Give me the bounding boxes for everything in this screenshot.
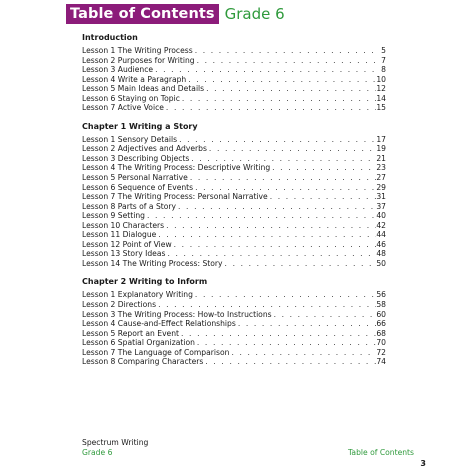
entry-page-number: 23 bbox=[376, 163, 386, 173]
toc-entry bbox=[82, 319, 386, 329]
entry-page-number: 14 bbox=[376, 93, 386, 103]
dot-leader bbox=[180, 94, 376, 104]
dot-leader bbox=[164, 103, 376, 113]
toc-entry bbox=[82, 183, 386, 193]
entry-page-number: 66 bbox=[376, 319, 386, 329]
entry-title: Lesson 4 The Writing Process: Descriptive Writing bbox=[82, 163, 271, 173]
entry-page-number: 74 bbox=[376, 357, 386, 367]
header-grade: Grade 6 bbox=[224, 5, 285, 23]
dot-leader bbox=[193, 46, 378, 56]
toc-entry bbox=[82, 103, 386, 113]
entry-title: Lesson 4 Cause-and-Effect Relationships bbox=[82, 319, 236, 329]
dot-leader bbox=[203, 357, 376, 367]
entry-title: Lesson 9 Setting bbox=[82, 211, 145, 221]
dot-leader bbox=[204, 84, 376, 94]
toc-entry bbox=[82, 310, 386, 320]
entry-title: Lesson 5 Report an Event bbox=[82, 328, 180, 338]
toc-entry bbox=[82, 135, 386, 145]
entry-page-number: 29 bbox=[376, 182, 386, 192]
entry-title: Lesson 6 Spatial Organization bbox=[82, 338, 195, 348]
toc-entry bbox=[82, 338, 386, 348]
dot-leader bbox=[156, 230, 376, 240]
dot-leader bbox=[165, 249, 376, 259]
entry-title: Lesson 2 Purposes for Writing bbox=[82, 55, 195, 65]
dot-leader bbox=[223, 259, 377, 269]
entry-title: Lesson 12 Point of View bbox=[82, 239, 172, 249]
toc-entry bbox=[82, 163, 386, 173]
toc-entry bbox=[82, 249, 386, 259]
page-header bbox=[66, 3, 285, 25]
toc-title: Table of Contents bbox=[66, 4, 219, 24]
toc-entry bbox=[82, 144, 386, 154]
toc-content bbox=[82, 32, 386, 367]
entry-title: Lesson 1 Sensory Details bbox=[82, 134, 178, 144]
toc-entry bbox=[82, 240, 386, 250]
entry-list bbox=[82, 46, 386, 113]
dot-leader bbox=[272, 310, 377, 320]
entry-title: Lesson 2 Adjectives and Adverbs bbox=[82, 144, 207, 154]
entry-title: Lesson 10 Characters bbox=[82, 220, 165, 230]
entry-list bbox=[82, 135, 386, 269]
entry-page-number: 70 bbox=[376, 338, 386, 348]
entry-page-number: 7 bbox=[381, 55, 386, 65]
footer-section-label: Table of Contents bbox=[348, 448, 414, 457]
entry-title: Lesson 8 Comparing Characters bbox=[82, 357, 204, 367]
dot-leader bbox=[193, 183, 376, 193]
dot-leader bbox=[236, 319, 377, 329]
toc-entry bbox=[82, 300, 386, 310]
toc-entry bbox=[82, 75, 386, 85]
dot-leader bbox=[172, 240, 377, 250]
toc-entry bbox=[82, 84, 386, 94]
section-title: Chapter 2 Writing to Inform bbox=[82, 277, 208, 287]
dot-leader bbox=[189, 154, 376, 164]
entry-page-number: 72 bbox=[376, 347, 386, 357]
entry-page-number: 40 bbox=[376, 211, 386, 221]
dot-leader bbox=[188, 173, 376, 183]
toc-entry bbox=[82, 192, 386, 202]
entry-page-number: 42 bbox=[376, 220, 386, 230]
section-chapter-2 bbox=[82, 276, 386, 366]
section-chapter-1 bbox=[82, 121, 386, 269]
entry-title: Lesson 6 Staying on Topic bbox=[82, 93, 180, 103]
dot-leader bbox=[176, 202, 376, 212]
dot-leader bbox=[145, 211, 376, 221]
entry-page-number: 37 bbox=[376, 201, 386, 211]
toc-entry bbox=[82, 348, 386, 358]
toc-entry bbox=[82, 154, 386, 164]
entry-page-number: 44 bbox=[376, 230, 386, 240]
dot-leader bbox=[207, 144, 376, 154]
entry-title: Lesson 7 The Writing Process: Personal Narrative bbox=[82, 192, 268, 202]
entry-page-number: 58 bbox=[376, 300, 386, 310]
entry-page-number: 56 bbox=[376, 290, 386, 300]
toc-entry bbox=[82, 230, 386, 240]
entry-page-number: 10 bbox=[376, 74, 386, 84]
entry-title: Lesson 3 The Writing Process: How-to Instructions bbox=[82, 309, 272, 319]
toc-entry bbox=[82, 290, 386, 300]
entry-page-number: 60 bbox=[376, 309, 386, 319]
toc-entry bbox=[82, 221, 386, 231]
toc-entry bbox=[82, 211, 386, 221]
page-number: 3 bbox=[420, 459, 426, 468]
entry-title: Lesson 7 The Language of Comparison bbox=[82, 347, 230, 357]
footer-book-title: Spectrum Writing bbox=[82, 438, 149, 447]
section-title: Chapter 1 Writing a Story bbox=[82, 121, 198, 131]
toc-entry bbox=[82, 46, 386, 56]
entry-title: Lesson 13 Story Ideas bbox=[82, 249, 166, 259]
entry-page-number: 27 bbox=[376, 173, 386, 183]
dot-leader bbox=[270, 163, 376, 173]
toc-entry bbox=[82, 173, 386, 183]
entry-page-number: 17 bbox=[376, 134, 386, 144]
dot-leader bbox=[195, 338, 376, 348]
entry-page-number: 68 bbox=[376, 328, 386, 338]
dot-leader bbox=[193, 290, 376, 300]
entry-page-number: 46 bbox=[376, 239, 386, 249]
entry-title: Lesson 6 Sequence of Events bbox=[82, 182, 194, 192]
entry-title: Lesson 5 Personal Narrative bbox=[82, 173, 188, 183]
dot-leader bbox=[179, 329, 376, 339]
footer-grade: Grade 6 bbox=[82, 448, 113, 457]
dot-leader bbox=[268, 192, 377, 202]
entry-list bbox=[82, 290, 386, 366]
entry-title: Lesson 11 Dialogue bbox=[82, 230, 157, 240]
entry-page-number: 19 bbox=[376, 144, 386, 154]
entry-title: Lesson 2 Directions bbox=[82, 300, 157, 310]
toc-entry bbox=[82, 259, 386, 269]
entry-title: Lesson 14 The Writing Process: Story bbox=[82, 258, 223, 268]
entry-title: Lesson 7 Active Voice bbox=[82, 103, 164, 113]
footer-book-info bbox=[82, 438, 148, 458]
entry-title: Lesson 1 Explanatory Writing bbox=[82, 290, 193, 300]
toc-entry bbox=[82, 357, 386, 367]
dot-leader bbox=[156, 300, 376, 310]
entry-page-number: 31 bbox=[376, 192, 386, 202]
entry-page-number: 48 bbox=[376, 249, 386, 259]
entry-page-number: 5 bbox=[381, 46, 386, 55]
entry-title: Lesson 3 Audience bbox=[82, 65, 154, 75]
entry-page-number: 8 bbox=[381, 65, 386, 75]
dot-leader bbox=[164, 221, 376, 231]
toc-entry bbox=[82, 329, 386, 339]
section-introduction bbox=[82, 32, 386, 113]
entry-page-number: 50 bbox=[376, 258, 386, 268]
dot-leader bbox=[153, 65, 378, 75]
entry-title: Lesson 3 Describing Objects bbox=[82, 153, 190, 163]
entry-title: Lesson 8 Parts of a Story bbox=[82, 201, 177, 211]
toc-entry bbox=[82, 202, 386, 212]
dot-leader bbox=[195, 56, 378, 66]
entry-page-number: 12 bbox=[376, 84, 386, 94]
toc-entry bbox=[82, 56, 386, 66]
entry-title: Lesson 5 Main Ideas and Details bbox=[82, 84, 205, 94]
toc-entry bbox=[82, 65, 386, 75]
dot-leader bbox=[229, 348, 376, 358]
toc-entry bbox=[82, 94, 386, 104]
entry-page-number: 21 bbox=[376, 153, 386, 163]
entry-title: Lesson 1 The Writing Process bbox=[82, 46, 193, 55]
section-title: Introduction bbox=[82, 33, 138, 42]
entry-title: Lesson 4 Write a Paragraph bbox=[82, 74, 187, 84]
entry-page-number: 15 bbox=[376, 103, 386, 113]
dot-leader bbox=[177, 135, 376, 145]
dot-leader bbox=[186, 75, 376, 85]
